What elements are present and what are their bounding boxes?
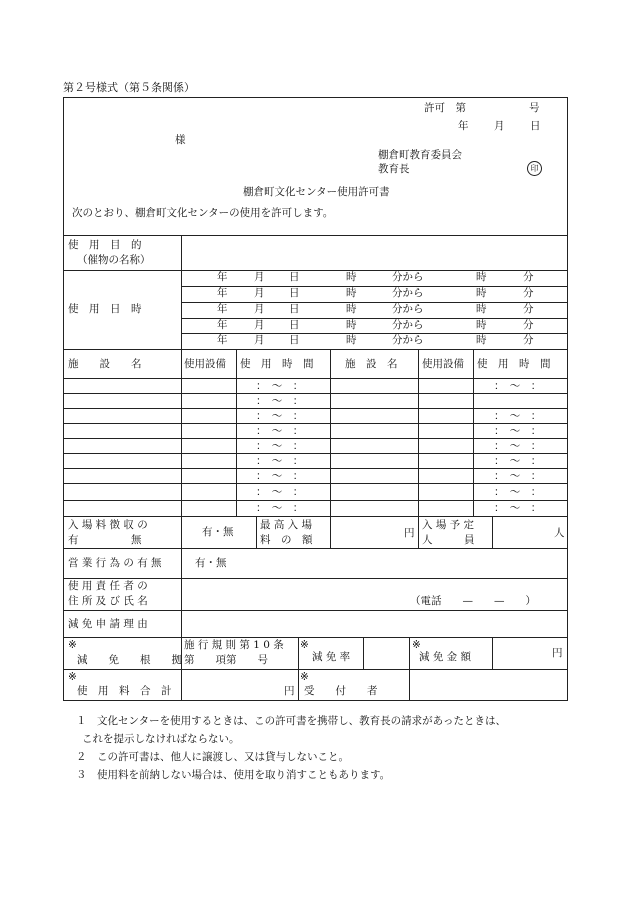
schedule-token: 分	[523, 319, 534, 331]
receipt-mark: ※	[300, 671, 309, 683]
schedule-token: 時	[346, 334, 357, 346]
schedule-token: 時	[476, 334, 487, 346]
schedule-token: 分	[523, 334, 534, 346]
left-time-placeholder[interactable]: ： ～ ：	[256, 470, 304, 482]
schedule-token: 分から	[392, 334, 424, 346]
right-time-placeholder[interactable]: ： ～ ：	[494, 455, 542, 467]
admission-label-1: 入 場 料 徴 収 の	[68, 519, 148, 531]
facility-name-header: 施 設 名	[68, 357, 142, 370]
reduction-reason-label: 減 免 申 請 理 由	[68, 617, 148, 630]
permit-number-suffix: 号	[529, 102, 540, 114]
issuer-org: 棚倉町教育委員会	[378, 149, 462, 161]
schedule-token: 時	[346, 287, 357, 299]
responsible-label-1: 使 用 責 任 者 の	[68, 580, 148, 592]
left-time-placeholder[interactable]: ： ～ ：	[256, 440, 304, 452]
schedule-token: 分	[523, 303, 534, 315]
total-mark: ※	[68, 671, 77, 683]
right-time-placeholder[interactable]: ： ～ ：	[494, 502, 542, 514]
seal-mark: 印	[527, 161, 542, 176]
usage-time-header: 使 用 時 間	[240, 357, 314, 370]
expected-label-1: 入 場 予 定	[422, 519, 475, 531]
total-label: 使 用 料 合 計	[77, 685, 172, 697]
document-title: 棚倉町文化センター使用許可書	[243, 186, 390, 198]
schedule-label: 使 用 日 時	[68, 303, 142, 315]
right-time-placeholder[interactable]: ： ～ ：	[494, 440, 542, 452]
note-3: ３ 使用料を前納しない場合は、使用を取り消すこともあります。	[76, 769, 391, 781]
expected-label-2: 人 員	[422, 534, 475, 546]
schedule-token: 日	[289, 287, 300, 299]
rule-ref-2: 第 項第 号	[184, 654, 268, 666]
purpose-label: 使 用 目 的	[68, 239, 142, 251]
equipment-header-right: 使用設備	[422, 357, 464, 370]
facility-name-header-right: 施 設 名	[345, 357, 398, 370]
note-2: ２ この許可書は、他人に譲渡し、又は貸与しないこと。	[76, 751, 349, 763]
rate-label: 減 免 率	[312, 651, 351, 663]
schedule-token: 時	[476, 319, 487, 331]
rate-mark: ※	[300, 639, 309, 651]
equipment-header: 使用設備	[184, 357, 226, 370]
date-month: 月	[494, 120, 505, 132]
schedule-token: 分から	[392, 287, 424, 299]
schedule-token: 年	[217, 287, 228, 299]
form-number: 第２号様式（第５条関係）	[63, 81, 195, 94]
schedule-token: 月	[254, 334, 265, 346]
left-time-placeholder[interactable]: ： ～ ：	[256, 380, 304, 392]
schedule-token: 年	[217, 303, 228, 315]
schedule-token: 時	[346, 319, 357, 331]
admission-choice[interactable]: 有・無	[202, 526, 234, 539]
receipt-label: 受 付 者	[304, 685, 378, 697]
left-time-placeholder[interactable]: ： ～ ：	[256, 395, 304, 407]
admission-label-2: 有 無	[68, 534, 142, 546]
schedule-token: 時	[346, 271, 357, 283]
amount-label: 減 免 金 額	[419, 651, 472, 663]
right-time-placeholder[interactable]: ： ～ ：	[494, 380, 542, 392]
right-time-placeholder[interactable]: ： ～ ：	[494, 425, 542, 437]
schedule-token: 月	[254, 287, 265, 299]
schedule-token: 分から	[392, 319, 424, 331]
purpose-field[interactable]	[183, 237, 566, 269]
max-fee-label-2: 料 の 額	[260, 534, 313, 546]
amount-mark: ※	[412, 639, 421, 651]
rule-ref-1: 施 行 規 則 第 1 0 条	[184, 639, 284, 651]
responsible-label-2: 住 所 及 び 氏 名	[68, 595, 148, 607]
phone-field[interactable]: （電話 — — ）	[410, 595, 536, 607]
recipient-honorific: 様	[175, 134, 186, 146]
issuer-title: 教育長	[378, 163, 410, 175]
amount-yen: 円	[552, 647, 563, 659]
schedule-token: 分	[523, 271, 534, 283]
schedule-token: 年	[217, 334, 228, 346]
left-time-placeholder[interactable]: ： ～ ：	[256, 502, 304, 514]
schedule-token: 分から	[392, 303, 424, 315]
note-1: １ 文化センターを使用するときは、この許可書を携帯し、教育長の請求があったときは、	[76, 715, 506, 727]
date-day: 日	[530, 120, 541, 132]
intro-text: 次のとおり、棚倉町文化センターの使用を許可します。	[72, 207, 334, 219]
schedule-token: 時	[346, 303, 357, 315]
left-time-placeholder[interactable]: ： ～ ：	[256, 486, 304, 498]
schedule-token: 時	[476, 287, 487, 299]
schedule-token: 月	[254, 303, 265, 315]
note-1-cont: これを提示しなければならない。	[82, 733, 240, 745]
schedule-token: 月	[254, 271, 265, 283]
schedule-token: 月	[254, 319, 265, 331]
right-time-placeholder[interactable]: ： ～ ：	[494, 470, 542, 482]
total-yen: 円	[284, 685, 295, 697]
schedule-token: 日	[289, 334, 300, 346]
schedule-token: 分	[523, 287, 534, 299]
business-label: 営 業 行 為 の 有 無	[68, 557, 162, 570]
business-choice[interactable]: 有・無	[195, 557, 227, 570]
date-year: 年	[458, 120, 469, 132]
schedule-token: 日	[289, 271, 300, 283]
schedule-token: 時	[476, 303, 487, 315]
max-fee-label-1: 最 高 入 場	[260, 519, 313, 531]
expected-unit: 人	[554, 527, 565, 539]
permit-label: 許可 第	[424, 102, 466, 114]
reduction-basis-label: 減 免 根 拠	[77, 654, 182, 666]
schedule-token: 年	[217, 319, 228, 331]
reduction-reason-field[interactable]	[183, 612, 566, 636]
purpose-sublabel: （催物の名称）	[77, 254, 151, 266]
usage-time-header-right: 使 用 時 間	[477, 357, 551, 370]
left-time-placeholder[interactable]: ： ～ ：	[256, 410, 304, 422]
schedule-token: 分から	[392, 271, 424, 283]
max-fee-yen: 円	[404, 527, 415, 539]
schedule-token: 時	[476, 271, 487, 283]
left-time-placeholder[interactable]: ： ～ ：	[256, 425, 304, 437]
schedule-token: 年	[217, 271, 228, 283]
office-use-mark: ※	[68, 639, 77, 651]
schedule-token: 日	[289, 303, 300, 315]
right-time-placeholder[interactable]: ： ～ ：	[494, 410, 542, 422]
left-time-placeholder[interactable]: ： ～ ：	[256, 455, 304, 467]
schedule-token: 日	[289, 319, 300, 331]
right-time-placeholder[interactable]: ： ～ ：	[494, 486, 542, 498]
